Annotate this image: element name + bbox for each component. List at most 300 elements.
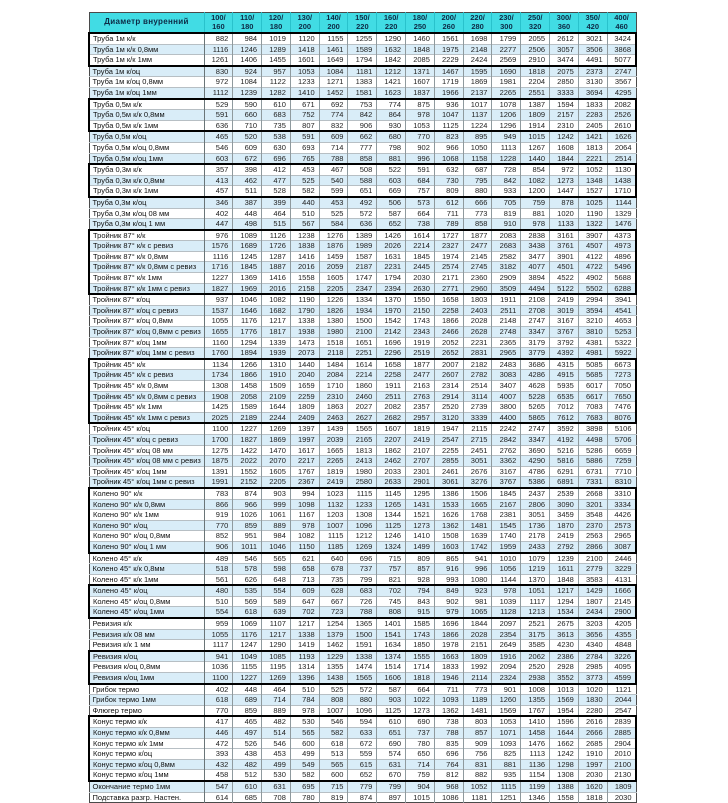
price-cell: 1362 — [434, 520, 463, 531]
price-cell: 3761 — [550, 241, 579, 252]
price-cell: 678 — [319, 564, 348, 575]
price-cell: 711 — [434, 208, 463, 219]
price-cell: 1845 — [233, 262, 262, 273]
table-row — [89, 629, 636, 640]
price-cell: 3941 — [607, 294, 636, 305]
price-cell: 1100 — [204, 423, 233, 434]
price-cell: 1078 — [492, 99, 521, 110]
price-cell: 2075 — [550, 66, 579, 77]
price-cell: 626 — [233, 574, 262, 585]
price-cell: 4896 — [607, 251, 636, 262]
price-cell: 1809 — [521, 110, 550, 121]
column-header: 180/ 250 — [406, 13, 435, 34]
price-cell: 614 — [204, 792, 233, 803]
price-cell: 8310 — [607, 477, 636, 488]
price-cell: 2107 — [406, 445, 435, 456]
price-cell: 1809 — [463, 651, 492, 662]
price-cell: 1734 — [204, 370, 233, 381]
price-cell: 915 — [406, 607, 435, 618]
price-cell: 2157 — [550, 110, 579, 121]
price-cell: 1134 — [204, 359, 233, 370]
column-header: 160/ 220 — [377, 13, 406, 34]
price-cell: 2258 — [377, 370, 406, 381]
price-cell: 3057 — [550, 44, 579, 55]
price-cell: 2782 — [463, 370, 492, 381]
price-cell: 631 — [377, 759, 406, 770]
row-label: Труба 0,3м к/оц 08 мм — [89, 208, 204, 219]
price-cell: 438 — [233, 749, 262, 760]
price-cell: 670 — [377, 770, 406, 781]
price-cell: 705 — [492, 197, 521, 208]
price-cell: 1116 — [204, 44, 233, 55]
price-cell: 5322 — [607, 337, 636, 348]
price-cell: 1719 — [434, 77, 463, 88]
price-cell: 2052 — [434, 337, 463, 348]
price-cell: 1144 — [492, 574, 521, 585]
price-cell: 2314 — [434, 381, 463, 392]
price-cell: 448 — [233, 208, 262, 219]
price-cell: 683 — [348, 585, 377, 596]
price-cell: 2231 — [377, 262, 406, 273]
price-cell: 2058 — [233, 391, 262, 402]
price-cell: 3090 — [550, 499, 579, 510]
price-cell: 1117 — [204, 640, 233, 651]
row-label: Грибок термо — [89, 684, 204, 695]
row-label: Колено 90° к/оц — [89, 520, 204, 531]
price-cell: 453 — [290, 164, 319, 175]
price-cell: 1416 — [290, 251, 319, 262]
price-cell: 2511 — [377, 391, 406, 402]
price-cell: 1115 — [319, 531, 348, 542]
price-cell: 546 — [233, 553, 262, 564]
price-cell: 1046 — [233, 294, 262, 305]
price-cell: 1120 — [290, 33, 319, 44]
price-cell: 1470 — [262, 445, 291, 456]
price-cell: 1476 — [521, 738, 550, 749]
price-cell: 1869 — [262, 434, 291, 445]
table-row — [89, 33, 636, 44]
price-cell: 1665 — [319, 445, 348, 456]
price-cell: 1022 — [406, 695, 435, 706]
price-cell: 1666 — [607, 585, 636, 596]
price-cell: 1827 — [204, 283, 233, 294]
price-cell: 1421 — [377, 77, 406, 88]
price-cell: 610 — [262, 99, 291, 110]
price-cell: 993 — [434, 574, 463, 585]
price-cell: 2027 — [348, 402, 377, 413]
row-label: Тройник 45° к/оц 08 мм — [89, 445, 204, 456]
price-cell: 511 — [233, 186, 262, 197]
price-cell: 1790 — [290, 305, 319, 316]
row-label: Тройник 87° к/к с ревиз — [89, 241, 204, 252]
price-cell: 2100 — [348, 327, 377, 338]
price-cell: 1460 — [406, 33, 435, 44]
table-row — [89, 564, 636, 575]
price-cell: 1916 — [492, 651, 521, 662]
price-cell: 728 — [492, 164, 521, 175]
price-cell: 2506 — [521, 44, 550, 55]
price-cell: 1246 — [233, 44, 262, 55]
table-row — [89, 684, 636, 695]
price-cell: 770 — [204, 520, 233, 531]
row-label: Тройник 45° к/оц 08 мм с ревиз — [89, 456, 204, 467]
price-cell: 1015 — [521, 131, 550, 142]
price-cell: 2519 — [406, 348, 435, 359]
price-cell: 1980 — [319, 327, 348, 338]
price-cell: 3182 — [492, 262, 521, 273]
price-cell: 3362 — [492, 456, 521, 467]
price-cell: 1338 — [290, 629, 319, 640]
price-cell: 788 — [319, 153, 348, 164]
table-row — [89, 423, 636, 434]
price-cell: 2244 — [262, 412, 291, 423]
price-cell: 3424 — [607, 33, 636, 44]
price-cell: 1276 — [319, 230, 348, 241]
price-cell: 1696 — [377, 337, 406, 348]
price-cell: 2460 — [348, 391, 377, 402]
price-cell: 866 — [204, 499, 233, 510]
price-cell: 1481 — [463, 705, 492, 716]
price-cell: 2708 — [521, 305, 550, 316]
price-cell: 4290 — [521, 456, 550, 467]
price-cell: 4340 — [578, 640, 607, 651]
price-cell: 966 — [233, 499, 262, 510]
price-cell: 1273 — [406, 705, 435, 716]
price-cell: 1908 — [204, 391, 233, 402]
price-cell: 1289 — [262, 44, 291, 55]
price-cell: 1051 — [521, 585, 550, 596]
price-cell: 737 — [348, 564, 377, 575]
column-header: 150/ 220 — [348, 13, 377, 34]
price-cell: 588 — [348, 175, 377, 186]
price-cell: 2085 — [406, 55, 435, 66]
price-cell: 812 — [434, 770, 463, 781]
price-cell: 1910 — [578, 749, 607, 760]
price-cell: 3130 — [578, 77, 607, 88]
price-cell: 3161 — [550, 230, 579, 241]
price-cell: 1473 — [290, 337, 319, 348]
price-cell: 711 — [434, 684, 463, 695]
price-cell: 492 — [348, 197, 377, 208]
price-cell: 5122 — [550, 283, 579, 294]
price-cell: 714 — [319, 142, 348, 153]
column-header: 400/ 460 — [607, 13, 636, 34]
price-cell: 1603 — [434, 541, 463, 552]
price-cell: 1007 — [319, 705, 348, 716]
price-cell: 865 — [434, 553, 463, 564]
price-cell: 2310 — [319, 391, 348, 402]
price-cell: 779 — [348, 781, 377, 792]
price-cell: 2028 — [463, 316, 492, 327]
column-header: 130/ 200 — [290, 13, 319, 34]
price-cell: 835 — [434, 738, 463, 749]
price-cell: 1113 — [492, 142, 521, 153]
price-cell: 4501 — [550, 262, 579, 273]
price-cell: 1019 — [262, 33, 291, 44]
price-cell: 1438 — [319, 673, 348, 684]
row-label: Тройник 87° к/к — [89, 230, 204, 241]
price-cell: 4628 — [521, 381, 550, 392]
price-cell: 1452 — [319, 87, 348, 98]
price-cell: 1813 — [578, 142, 607, 153]
price-cell: 1254 — [319, 618, 348, 629]
price-cell: 1830 — [578, 695, 607, 706]
price-cell: 5496 — [607, 262, 636, 273]
price-cell: 1743 — [406, 316, 435, 327]
price-cell: 726 — [348, 596, 377, 607]
price-cell: 1455 — [262, 55, 291, 66]
price-cell: 2446 — [607, 553, 636, 564]
price-cell: 1052 — [463, 781, 492, 792]
price-cell: 735 — [319, 574, 348, 585]
price-cell: 2310 — [550, 120, 579, 131]
price-cell: 2229 — [434, 55, 463, 66]
price-cell: 1290 — [377, 33, 406, 44]
price-cell: 935 — [492, 770, 521, 781]
price-cell: 5886 — [578, 456, 607, 467]
price-cell: 1144 — [607, 197, 636, 208]
price-cell: 1690 — [492, 66, 521, 77]
price-cell: 1212 — [348, 531, 377, 542]
price-cell: 2152 — [233, 477, 262, 488]
price-cell: 798 — [377, 142, 406, 153]
price-cell: 789 — [434, 219, 463, 230]
price-cell: 2403 — [463, 305, 492, 316]
price-cell: 567 — [290, 219, 319, 230]
price-cell: 1550 — [406, 294, 435, 305]
price-cell: 842 — [492, 175, 521, 186]
price-cell: 510 — [204, 596, 233, 607]
price-cell: 609 — [233, 142, 262, 153]
price-cell: 1155 — [233, 662, 262, 673]
price-cell: 2424 — [463, 55, 492, 66]
row-group — [89, 197, 636, 230]
price-cell: 2142 — [377, 327, 406, 338]
price-cell: 1344 — [377, 510, 406, 521]
price-cell: 2526 — [607, 110, 636, 121]
price-cell: 1267 — [521, 142, 550, 153]
price-cell: 858 — [463, 219, 492, 230]
price-cell: 660 — [233, 110, 262, 121]
price-cell: 4205 — [607, 618, 636, 629]
price-cell: 1247 — [233, 640, 262, 651]
price-cell: 515 — [262, 219, 291, 230]
table-row — [89, 370, 636, 381]
price-cell: 2520 — [434, 402, 463, 413]
price-cell: 3773 — [578, 673, 607, 684]
price-cell: 1658 — [434, 294, 463, 305]
table-row — [89, 520, 636, 531]
price-cell: 777 — [348, 142, 377, 153]
row-label: Труба 0,3м к/оц 1 мм — [89, 219, 204, 230]
row-label: Тройник 87° к/к 1мм — [89, 273, 204, 284]
price-cell: 5286 — [578, 445, 607, 456]
price-cell: 1542 — [377, 316, 406, 327]
price-cell: 2806 — [521, 499, 550, 510]
price-cell: 1844 — [463, 618, 492, 629]
price-cell: 561 — [204, 574, 233, 585]
price-cell: 600 — [290, 738, 319, 749]
row-label: Колено 45° к/оц — [89, 585, 204, 596]
price-cell: 757 — [377, 564, 406, 575]
price-cell: 1355 — [521, 695, 550, 706]
row-label: Конус термо к/оц — [89, 749, 204, 760]
price-cell: 773 — [463, 684, 492, 695]
price-cell: 1700 — [204, 434, 233, 445]
price-cell: 525 — [319, 684, 348, 695]
price-cell: 4498 — [578, 434, 607, 445]
table-row — [89, 728, 636, 739]
price-cell: 1959 — [492, 541, 521, 552]
price-cell: 3548 — [578, 510, 607, 521]
price-cell: 696 — [262, 153, 291, 164]
price-cell: 882 — [204, 33, 233, 44]
table-row — [89, 273, 636, 284]
price-cell: 1137 — [463, 110, 492, 121]
price-cell: 1308 — [204, 381, 233, 392]
price-cell: 1845 — [406, 251, 435, 262]
price-cell: 1310 — [262, 359, 291, 370]
price-cell: 936 — [434, 99, 463, 110]
price-cell: 584 — [319, 219, 348, 230]
price-cell: 2676 — [463, 466, 492, 477]
price-cell: 1039 — [492, 596, 521, 607]
price-cell: 1655 — [204, 327, 233, 338]
price-cell: 547 — [204, 781, 233, 792]
price-cell: 1126 — [262, 230, 291, 241]
price-cell: 636 — [348, 219, 377, 230]
price-cell: 1116 — [204, 251, 233, 262]
price-cell: 465 — [204, 131, 233, 142]
price-cell: 1096 — [348, 705, 377, 716]
table-row — [89, 510, 636, 521]
price-cell: 666 — [463, 197, 492, 208]
price-cell: 1082 — [262, 294, 291, 305]
price-cell: 1130 — [607, 164, 636, 175]
price-cell: 2747 — [521, 423, 550, 434]
price-cell: 506 — [377, 197, 406, 208]
price-cell: 774 — [377, 99, 406, 110]
price-cell: 5816 — [550, 456, 579, 467]
price-cell: 780 — [290, 792, 319, 803]
price-cell: 1113 — [521, 749, 550, 760]
price-cell: 2461 — [434, 466, 463, 477]
row-group — [89, 66, 636, 99]
row-label: Тройник 45° к/к 0,8мм — [89, 381, 204, 392]
price-cell: 880 — [463, 186, 492, 197]
price-cell: 2280 — [578, 705, 607, 716]
row-group — [89, 131, 636, 164]
price-cell: 1380 — [319, 316, 348, 327]
price-cell: 3347 — [521, 434, 550, 445]
price-cell: 3051 — [463, 456, 492, 467]
price-cell: 1107 — [262, 618, 291, 629]
table-row — [89, 230, 636, 241]
price-cell: 609 — [290, 585, 319, 596]
price-cell: 2511 — [492, 305, 521, 316]
price-cell: 696 — [348, 553, 377, 564]
price-cell: 2182 — [463, 359, 492, 370]
price-cell: 2114 — [463, 673, 492, 684]
price-cell: 6617 — [578, 391, 607, 402]
price-cell: 984 — [262, 531, 291, 542]
price-cell: 447 — [204, 219, 233, 230]
price-cell: 3506 — [578, 44, 607, 55]
price-cell: 981 — [463, 596, 492, 607]
price-cell: 2373 — [578, 66, 607, 77]
price-cell: 1379 — [319, 629, 348, 640]
column-header: 300/ 360 — [550, 13, 579, 34]
price-cell: 1975 — [434, 44, 463, 55]
price-cell: 1981 — [492, 77, 521, 88]
table-row — [89, 541, 636, 552]
price-cell: 1227 — [233, 673, 262, 684]
price-cell: 2059 — [319, 262, 348, 273]
price-cell: 2354 — [492, 629, 521, 640]
column-header: 100/ 160 — [204, 13, 233, 34]
price-cell: 2574 — [434, 262, 463, 273]
row-label: Тройник 87° к/оц 1мм с ревиз — [89, 348, 204, 359]
row-label: Колено 90° к/к — [89, 488, 204, 499]
price-cell: 1462 — [319, 640, 348, 651]
price-cell: 1992 — [463, 662, 492, 673]
price-cell: 1125 — [377, 520, 406, 531]
price-cell: 1614 — [348, 359, 377, 370]
price-cell: 849 — [434, 585, 463, 596]
price-cell: 1084 — [233, 77, 262, 88]
price-cell: 780 — [406, 738, 435, 749]
price-cell: 462 — [233, 175, 262, 186]
price-cell: 569 — [233, 596, 262, 607]
row-group-boxed — [89, 585, 636, 618]
price-cell: 565 — [290, 728, 319, 739]
price-cell: 1970 — [377, 305, 406, 316]
price-cell: 1155 — [319, 33, 348, 44]
price-cell: 2521 — [521, 618, 550, 629]
price-cell: 535 — [233, 585, 262, 596]
price-cell: 472 — [204, 738, 233, 749]
price-cell: 1275 — [204, 445, 233, 456]
price-cell: 518 — [204, 564, 233, 575]
price-cell: 1552 — [233, 466, 262, 477]
price-cell: 530 — [290, 716, 319, 727]
price-cell: 1089 — [233, 230, 262, 241]
price-cell: 1826 — [319, 305, 348, 316]
price-cell: 1098 — [290, 499, 319, 510]
row-label: Труба 1м к/к — [89, 33, 204, 44]
price-cell: 2040 — [290, 370, 319, 381]
price-cell: 1013 — [550, 684, 579, 695]
price-cell: 1100 — [204, 673, 233, 684]
price-cell: 3690 — [521, 445, 550, 456]
price-cell: 2628 — [463, 327, 492, 338]
price-cell: 1807 — [578, 596, 607, 607]
price-cell: 2265 — [319, 456, 348, 467]
price-cell: 1500 — [348, 629, 377, 640]
price-cell: 2745 — [463, 262, 492, 273]
price-cell: 1431 — [406, 499, 435, 510]
price-cell: 6288 — [607, 283, 636, 294]
price-cell: 1050 — [463, 142, 492, 153]
price-cell: 2514 — [607, 153, 636, 164]
price-cell: 2296 — [377, 348, 406, 359]
row-label: Колено 45° к/оц 0,8мм — [89, 596, 204, 607]
price-cell: 1158 — [463, 153, 492, 164]
price-cell: 1181 — [463, 792, 492, 803]
table-row — [89, 770, 636, 781]
price-cell: 1818 — [578, 792, 607, 803]
price-cell: 1167 — [290, 510, 319, 521]
